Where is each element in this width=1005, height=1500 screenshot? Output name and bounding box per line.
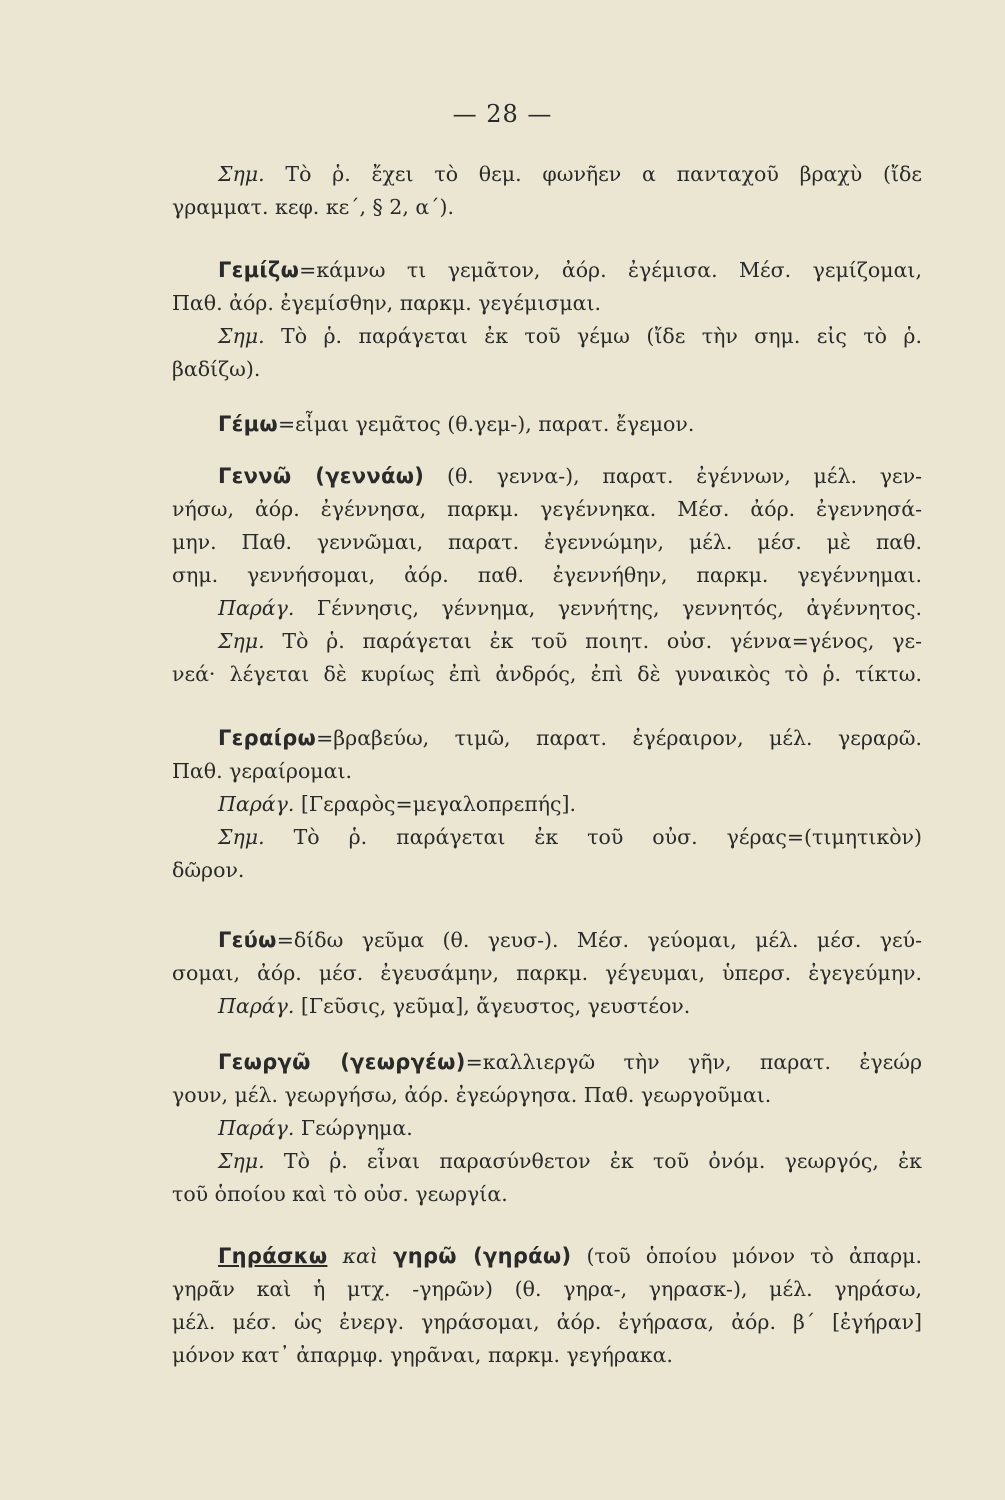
note-label: Παράγ. — [218, 994, 295, 1018]
entry-gemizo — [172, 254, 922, 386]
note-label: Σημ. — [218, 162, 265, 186]
headword: Γεννῶ (γεννάω) — [218, 464, 425, 488]
entry-geuo — [172, 924, 922, 1023]
text-line: Γηράσκω καὶ γηρῶ (γηράω) (τοῦ ὁποίου μόνον τὸ ἀπαρμ. — [218, 1244, 923, 1268]
text-line: Γεμίζω=κάμνω τι γεμᾶτον, ἀόρ. ἐγέμισα. Μέσ. γεμίζομαι, — [218, 258, 922, 282]
text-line: νήσω, ἀόρ. ἐγέννησα, παρκμ. γεγέννηκα. Μέσ. ἀόρ. ἐγεννησά- — [172, 497, 922, 521]
headword: Γεμίζω — [218, 258, 300, 282]
text-line: Παράγ. [Γεῦσις, γεῦμα], ἄγευστος, γευστέον. — [218, 994, 691, 1018]
text-line: δῶρον. — [172, 858, 245, 882]
text-line: Σημ. Τὸ ῥ. παράγεται ἐκ τοῦ ποιητ. οὐσ. γέννα=γένος, γε- — [218, 629, 922, 653]
text-line: μην. Παθ. γεννῶμαι, παρατ. ἐγεννώμην, μέλ. μέσ. μὲ παθ. — [172, 530, 922, 554]
headword: Γέμω — [218, 412, 278, 436]
entry-georgo — [172, 1046, 922, 1211]
entry-gemo — [172, 408, 922, 441]
text-line: Σημ. Τὸ ῥ. ἔχει τὸ θεμ. φωνῆεν α πανταχοῦ βραχὺ (ἴδε — [218, 162, 922, 186]
headword: Γεύω — [218, 928, 277, 952]
text-line: Γεραίρω=βραβεύω, τιμῶ, παρατ. ἐγέραιρον, μέλ. γεραρῶ. — [218, 726, 922, 750]
note-label: Σημ. — [218, 324, 265, 348]
text-line: Σημ. Τὸ ῥ. παράγεται ἐκ τοῦ οὐσ. γέρας=(τιμητικὸν) — [218, 825, 922, 849]
headword: Γηράσκω — [218, 1244, 328, 1268]
text-line: μόνον κατ᾿ ἀπαρμφ. γηρᾶναι, παρκμ. γεγήρακα. — [172, 1343, 673, 1367]
text-line: Σημ. Τὸ ῥ. εἶναι παρασύνθετον ἐκ τοῦ ὀνόμ. γεωργός, ἐκ — [218, 1149, 922, 1173]
text-line: Γεύω=δίδω γεῦμα (θ. γευσ-). Μέσ. γεύομαι, μέλ. μέσ. γεύ- — [218, 928, 922, 952]
entry-note-tonos — [172, 158, 922, 224]
text-line: Γέμω=εἶμαι γεμᾶτος (θ.γεμ-), παρατ. ἔγεμον. — [218, 412, 695, 436]
text-line: μέλ. μέσ. ὡς ἐνεργ. γηράσομαι, ἀόρ. ἐγήρασα, ἀόρ. β΄ [ἐγήραν] — [172, 1310, 922, 1334]
page-number: — 28 — — [452, 100, 553, 128]
note-label: Σημ. — [218, 629, 265, 653]
text-line: Γεωργῶ (γεωργέω)=καλλιεργῶ τὴν γῆν, παρατ. ἐγεώρ — [218, 1050, 922, 1074]
headword: γηρῶ (γηράω) — [393, 1244, 572, 1268]
text-line: Παράγ. Γέννησις, γέννημα, γεννήτης, γεννητός, ἀγέννητος. — [218, 596, 922, 620]
text-line: Παθ. ἀόρ. ἐγεμίσθην, παρκμ. γεγέμισμαι. — [172, 291, 602, 315]
text-line: γηρᾶν καὶ ἡ μτχ. -γηρῶν) (θ. γηρα-, γηρασκ-), μέλ. γηράσω, — [172, 1277, 922, 1301]
text-line: τοῦ ὁποίου καὶ τὸ οὐσ. γεωργία. — [172, 1182, 508, 1206]
text-line: γουν, μέλ. γεωργήσω, ἀόρ. ἐγεώργησα. Παθ. γεωργοῦμαι. — [172, 1083, 772, 1107]
text-line: βαδίζω). — [172, 357, 261, 381]
text-line: σομαι, ἀόρ. μέσ. ἐγευσάμην, παρκμ. γέγευμαι, ὑπερσ. ἐγεγεύμην. — [172, 961, 922, 985]
text-line: Παράγ. Γεώργημα. — [218, 1116, 413, 1140]
text-line: Παράγ. [Γεραρὸς=μεγαλοπρεπής]. — [218, 792, 576, 816]
entry-genno — [172, 460, 922, 691]
text-line: νεά· λέγεται δὲ κυρίως ἐπὶ ἀνδρός, ἐπὶ δὲ γυναικὸς τὸ ῥ. τίκτω. — [172, 662, 922, 686]
headword: Γεραίρω — [218, 726, 317, 750]
note-label: Σημ. — [218, 1149, 265, 1173]
text-line: Σημ. Τὸ ῥ. παράγεται ἐκ τοῦ γέμω (ἴδε τὴν σημ. εἰς τὸ ῥ. — [218, 324, 922, 348]
entry-gerasko — [172, 1240, 922, 1372]
text-line: γραμματ. κεφ. κε΄, § 2, α΄). — [172, 195, 454, 219]
note-label: Παράγ. — [218, 596, 295, 620]
text-line: Παθ. γεραίρομαι. — [172, 759, 353, 783]
text-line: σημ. γεννήσομαι, ἀόρ. παθ. ἐγεννήθην, παρκμ. γεγέννημαι. — [172, 563, 922, 587]
text-line: Γεννῶ (γεννάω) (θ. γεννα-), παρατ. ἐγέννων, μέλ. γεν- — [218, 464, 922, 488]
note-label: Παράγ. — [218, 792, 295, 816]
note-label: Παράγ. — [218, 1116, 295, 1140]
note-label: Σημ. — [218, 825, 265, 849]
headword: Γεωργῶ (γεωργέω) — [218, 1050, 466, 1074]
entry-gerairo — [172, 722, 922, 887]
